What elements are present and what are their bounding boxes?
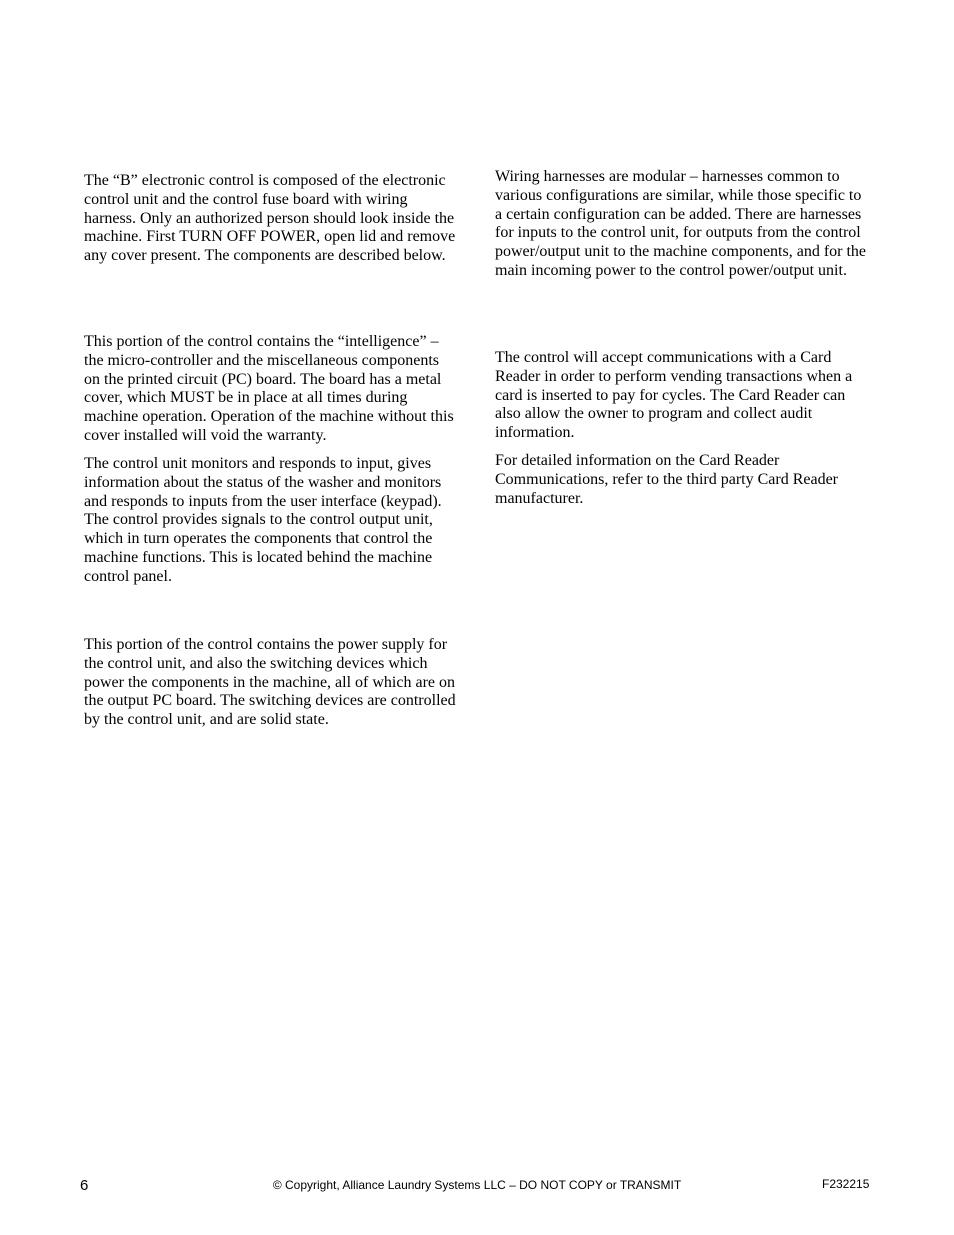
control-unit-function-paragraph: The control unit monitors and responds to input, gives information about the status of the washer and monitors and responds to inputs from the user interface (keypad). The control provides signals to the control output unit, which in turn operates the components that control the machine functions. This is located behind the machine control panel. [84, 455, 442, 585]
copyright-notice: © Copyright, Alliance Laundry Systems LLC – DO NOT COPY or TRANSMIT [272, 1178, 682, 1192]
card-reader-reference-paragraph: For detailed information on the Card Reader Communications, refer to the third party Card Reader manufacturer. [495, 452, 839, 507]
intro-paragraph: The “B” electronic control is composed of the electronic control unit and the control fuse board with wiring harness. Only an authorized person should look inside the machine. First TURN OFF POWER, open lid and remove any cover present. The components are described below. [84, 172, 456, 265]
page-number: 6 [80, 1177, 89, 1194]
power-output-paragraph: This portion of the control contains the power supply for the control unit, and also the switching devices which power the components in the machine, all of which are on the output PC board. The switching devices are controlled by the control unit, and are solid state. [84, 636, 456, 729]
document-code: F232215 [822, 1177, 870, 1191]
card-reader-paragraph: The control will accept communications with a Card Reader in order to perform vending transactions when a card is inserted to pay for cycles. The Card Reader can also allow the owner to program and collect audit information. [495, 349, 853, 442]
control-unit-paragraph: This portion of the control contains the “intelligence” – the micro-controller and the miscellaneous components on the printed circuit (PC) board. The board has a metal cover, which MUST be in place at all times during machine operation. Operation of the machine without this cover installed will void the warranty. [84, 333, 454, 444]
wiring-harness-paragraph: Wiring harnesses are modular – harnesses common to various configurations are similar, while those specific to a certain configuration can be added. There are harnesses for inputs to the control unit, for outputs from the control power/output unit to the machine components, and for the main incoming power to the control power/output unit. [495, 168, 867, 279]
